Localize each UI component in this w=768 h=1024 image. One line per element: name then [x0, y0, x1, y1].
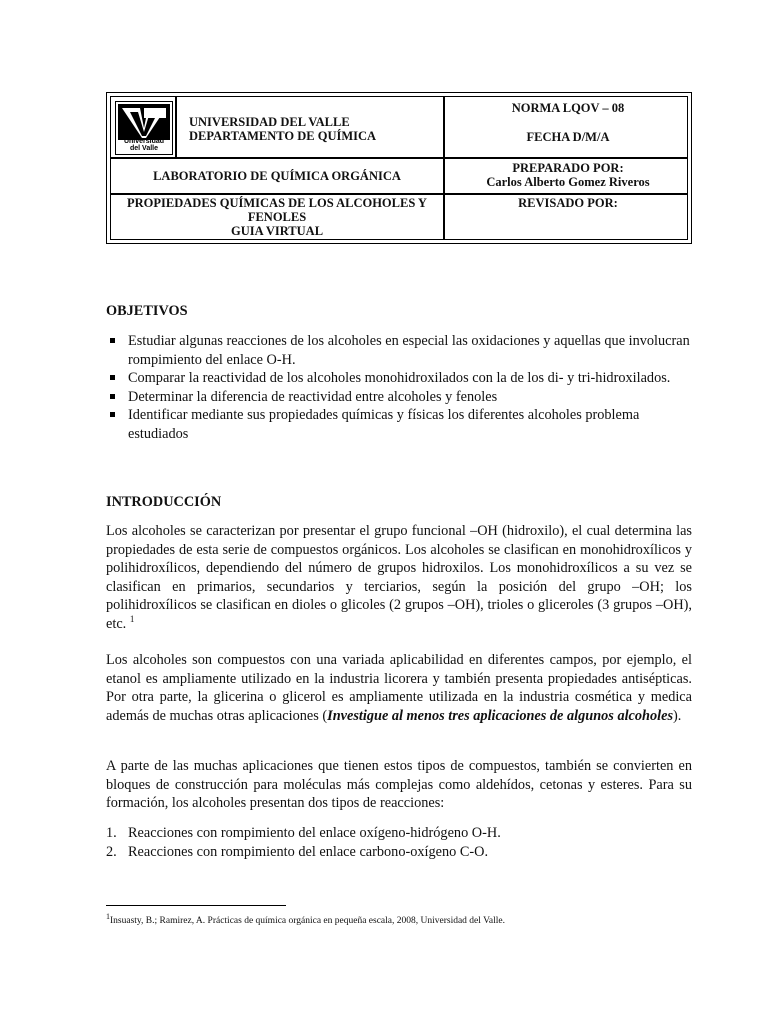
objetivo-item [106, 388, 692, 407]
intro-paragraph-2 [106, 651, 692, 725]
header-table [106, 92, 692, 244]
fecha-label: FECHA D/M/A [526, 130, 610, 144]
lab-name: LABORATORIO DE QUÍMICA ORGÁNICA [153, 169, 401, 183]
bullet-square-icon [110, 394, 115, 399]
intro-paragraph-2-end: ). [673, 707, 682, 724]
preparado-block [445, 161, 691, 189]
revisado-label: REVISADO POR: [518, 196, 618, 210]
objetivo-text: Estudiar algunas reacciones de los alcoholes en especial las oxidaciones y aquellas que involucran rompimiento del enlace O-H. [128, 333, 690, 368]
objetivo-text: Determinar la diferencia de reactividad entre alcoholes y fenoles [128, 388, 498, 405]
objetivo-item [106, 369, 692, 388]
row-divider-2 [111, 193, 687, 195]
footnote-text: Insuasty, B.; Ramirez, A. Prácticas de química orgánica en pequeña escala, 2008, Universidad del Valle. [110, 916, 506, 926]
reactions-list [106, 824, 692, 861]
bullet-square-icon [110, 375, 115, 380]
objetivo-item [106, 332, 692, 369]
intro-paragraph-3: A parte de las muchas aplicaciones que tienen estos tipos de compuestos, también se convierten en bloques de construcción para moléculas más complejas como aldehídos, cetonas y esteres. Para su formación, los alcoholes presentan dos tipos de reacciones: [106, 758, 692, 812]
bullet-square-icon [110, 412, 115, 417]
university-block [177, 115, 431, 143]
intro-paragraph-1-text: Los alcoholes se caracterizan por presentar el grupo funcional –OH (hidroxilo), el cual determina las propiedades de esta serie de compuestos orgánicos. Los alcoholes se clasifican en monohidroxílicos y polihidroxílicos, dependiendo del número de grupos hidroxilos. Los monohidroxílicos a su vez se clasifican en primarios, secundarios y terciarios, según la posición del grupo –OH; los polihidroxílicos se clasifican en dioles o glicoles (2 grupos –OH), trioles o gliceroles (3 grupos –OH), etc. [106, 523, 692, 632]
intro-paragraph-2-emphasis: Investigue al menos tres aplicaciones de algunos alcoholes [327, 707, 674, 724]
intro-paragraph-1 [106, 522, 692, 634]
preparado-label: PREPARADO POR: [512, 161, 624, 175]
norma-code: NORMA LQOV – 08 [511, 101, 625, 115]
intro-paragraph-2-text: Los alcoholes son compuestos con una variada aplicabilidad en diferentes campos, por ejemplo, el etanol es ampliamente utilizado en la industria licorera y también presenta propiedades antisépticas. Por otra parte, la glicerina o glicerol es ampliamente utilizada en la industria cosmética y medica además de muchas otras aplicaciones ( [106, 652, 692, 724]
objetivo-text: Comparar la reactividad de los alcoholes monohidroxilados con la de los di- y tri-hidroxilados. [128, 370, 671, 387]
introduccion-heading: INTRODUCCIÓN [106, 494, 222, 510]
practice-title [111, 196, 443, 238]
university-logo [115, 101, 173, 155]
reaction-number: 2. [106, 843, 117, 860]
logo-shield-icon [116, 102, 172, 142]
preparado-name: Carlos Alberto Gomez Riveros [486, 175, 650, 189]
footnote-ref: 1 [129, 614, 135, 625]
objetivo-text: Identificar mediante sus propiedades químicas y físicas los diferentes alcoholes problema estudiados [128, 407, 640, 442]
footnote-rule [106, 905, 286, 906]
footnote-number: 1 [106, 911, 110, 921]
practice-title-line3: GUIA VIRTUAL [230, 224, 324, 238]
reaction-text: Reacciones con rompimiento del enlace oxígeno-hidrógeno O-H. [128, 825, 501, 841]
row-divider-1 [111, 157, 687, 159]
practice-title-line1: PROPIEDADES QUÍMICAS DE LOS ALCOHOLES Y [127, 196, 427, 210]
practice-title-line2: FENOLES [247, 210, 307, 224]
logo-text-line2: del Valle [129, 145, 159, 152]
reaction-item [106, 824, 692, 843]
objetivo-item [106, 406, 692, 443]
department-name: DEPARTAMENTO DE QUÍMICA [189, 129, 377, 143]
logo-text-line1: Universidad [123, 138, 165, 145]
objetivos-heading: OBJETIVOS [106, 303, 188, 319]
university-name: UNIVERSIDAD DEL VALLE [189, 115, 350, 129]
bullet-square-icon [110, 338, 115, 343]
objetivos-list [106, 332, 692, 444]
header-inner-border [110, 96, 688, 240]
footnote [106, 911, 506, 927]
logo-text [116, 138, 172, 152]
reaction-text: Reacciones con rompimiento del enlace carbono-oxígeno C-O. [128, 843, 489, 860]
reaction-item [106, 843, 692, 862]
reaction-number: 1. [106, 825, 117, 841]
